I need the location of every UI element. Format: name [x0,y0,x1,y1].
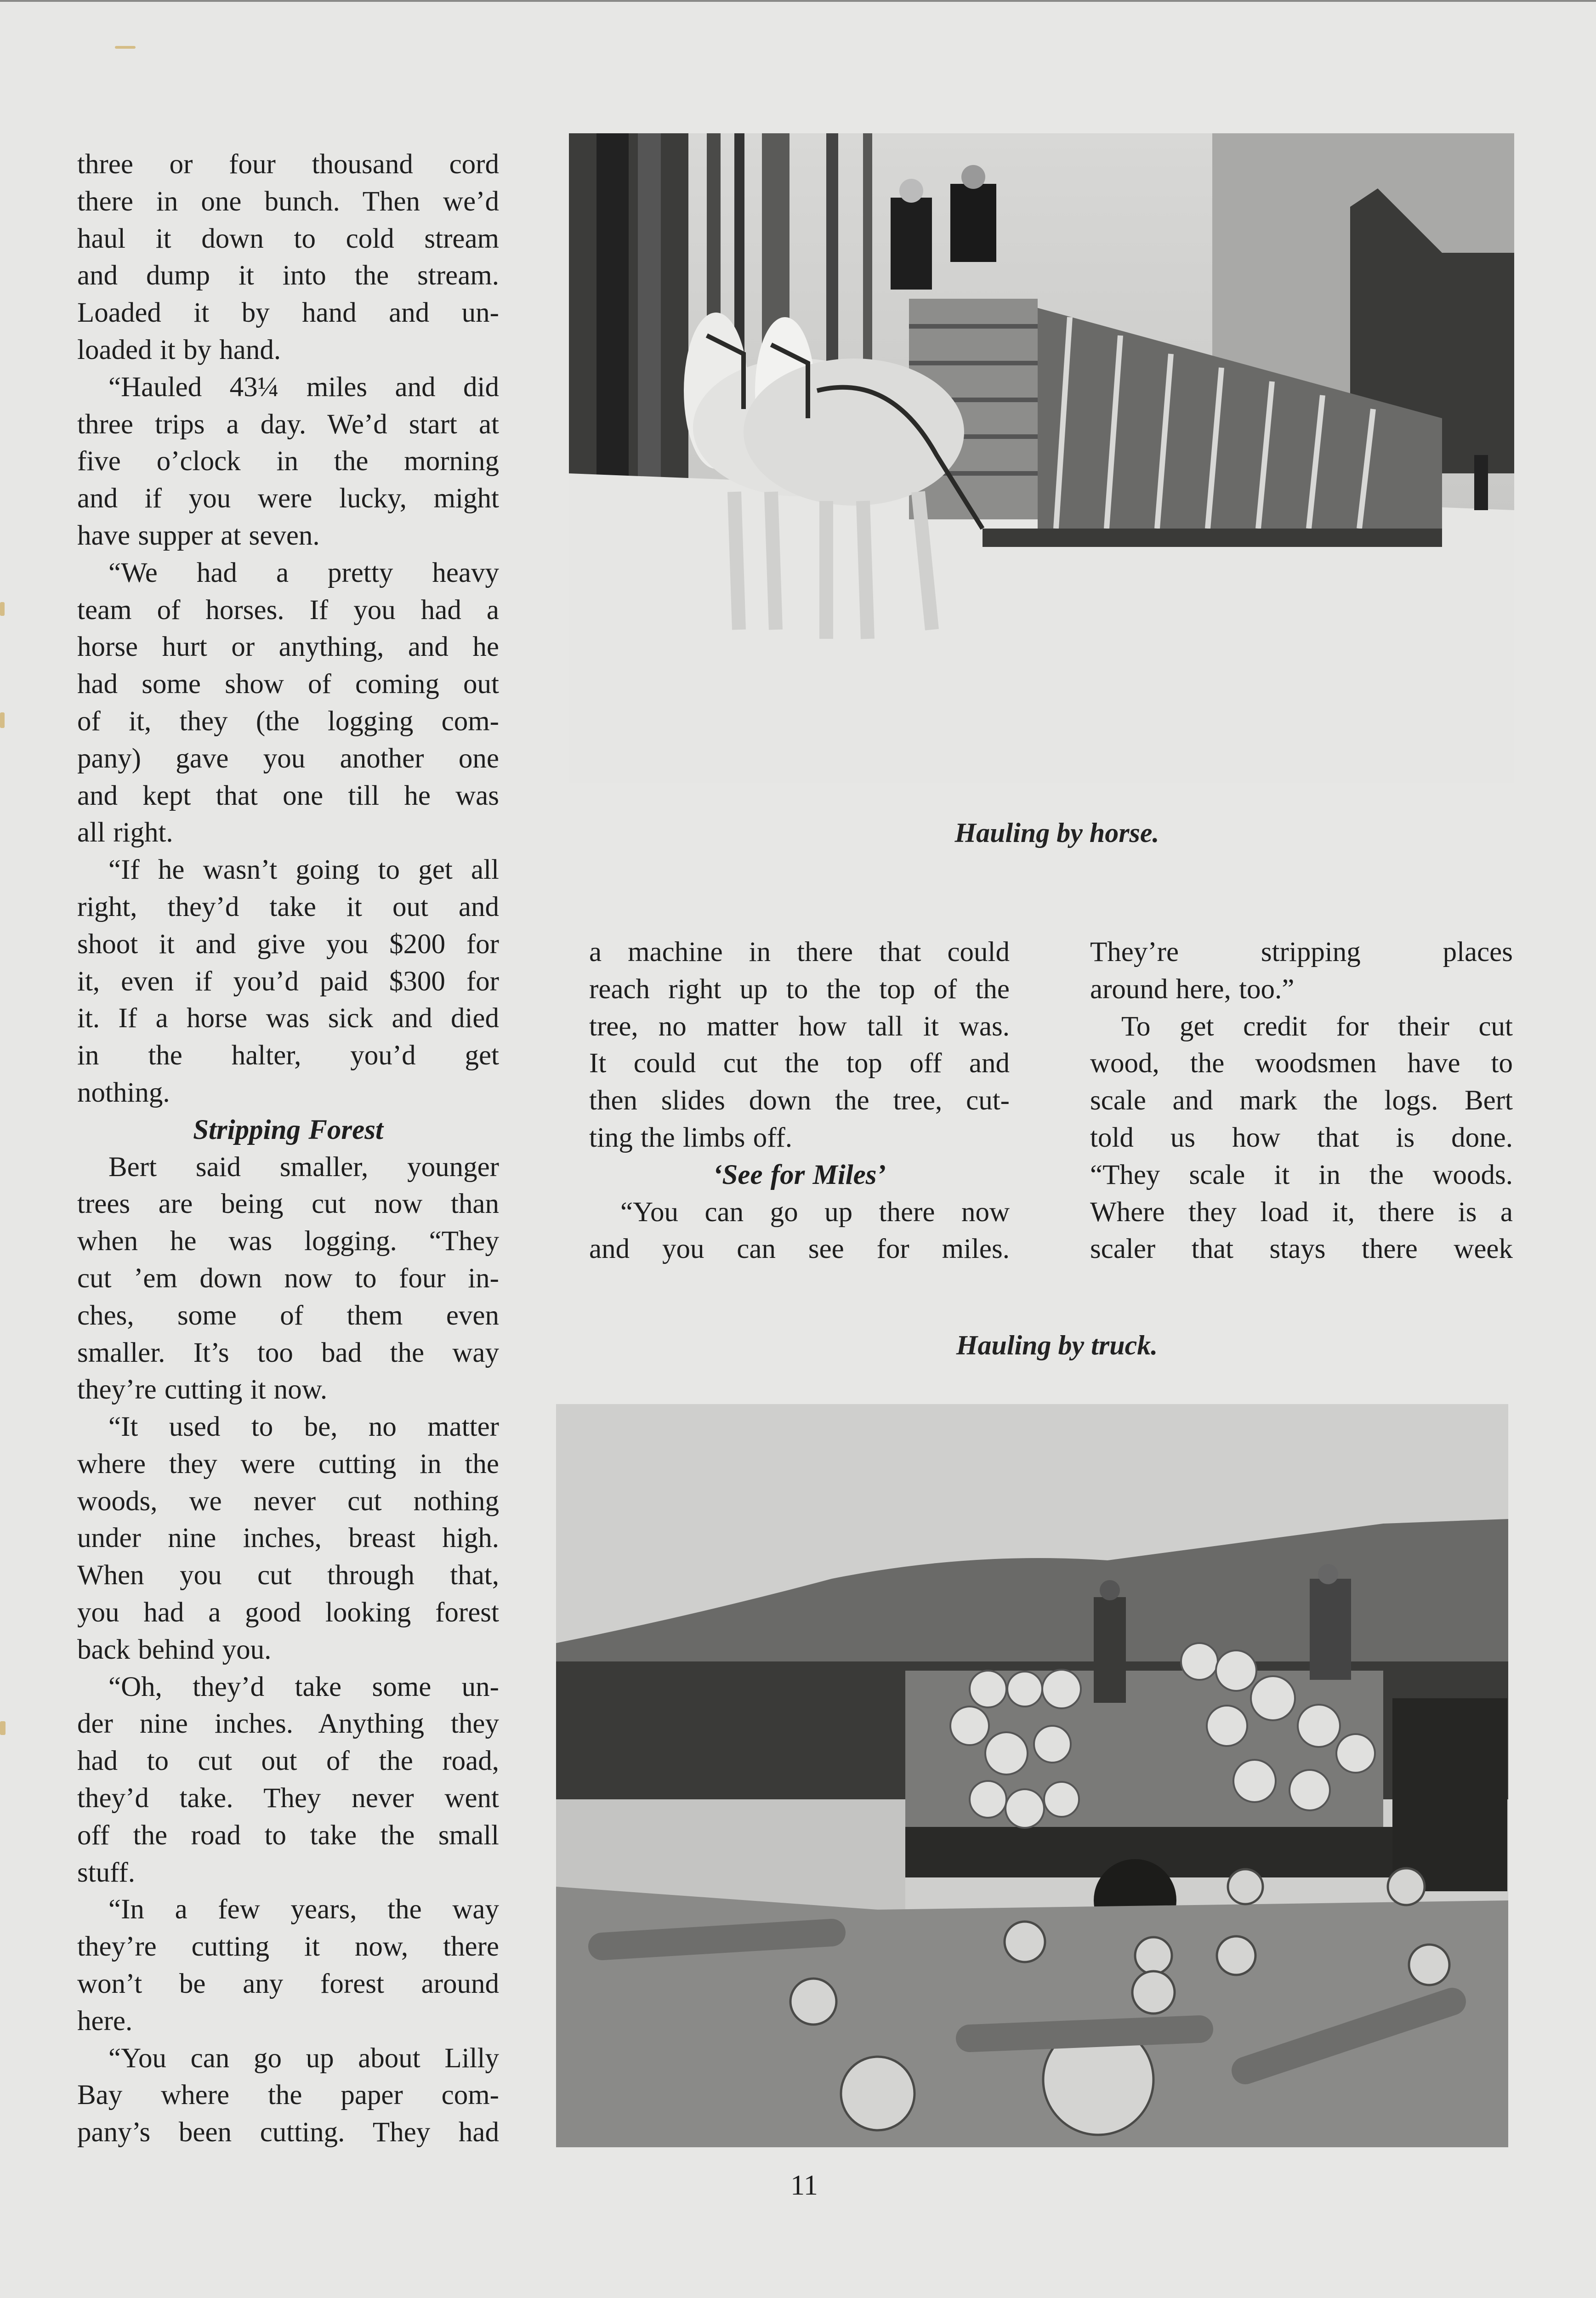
text-line: shoot it and give you $200 for [77,928,499,960]
article-column-left [77,146,499,2151]
text-line: horse hurt or anything, and he [77,631,499,663]
text-line: It could cut the top off and [589,1048,1010,1079]
text-line: pany) gave you another one [77,743,499,774]
text-line: Bay where the paper com- [77,2080,499,2111]
text-line: where they were cutting in the [77,1448,499,1479]
paper-stain [115,46,136,49]
text-line: woods, we never cut nothing [77,1485,499,1517]
text-line: “If he wasn’t going to get all [108,854,499,886]
text-line: in the halter, you’d get [77,1040,499,1071]
text-line: “Hauled 43¼ miles and did [108,371,499,403]
paper-stain [0,1721,6,1735]
text-line: there in one bunch. Then we’d [77,186,499,217]
text-line: “In a few years, the way [108,1894,499,1925]
text-line: Bert said smaller, younger [108,1151,499,1183]
text-line: of it, they (the logging com- [77,705,499,737]
photo-hauling-by-truck [556,1404,1508,2147]
text-line: right, they’d take it out and [77,891,499,922]
horse-sled-photo-illustration [569,133,1514,783]
text-line: To get credit for their cut [1121,1011,1513,1042]
text-line: it. If a horse was sick and died [77,1003,499,1034]
text-line: der nine inches. Anything they [77,1708,499,1740]
paper-stain [0,602,5,616]
page-top-edge [0,0,1596,2]
text-line: when he was logging. “They [77,1226,499,1257]
text-line: all right. [77,817,173,848]
text-line: nothing. [77,1077,170,1108]
article-column-middle [589,934,1010,1268]
text-line: back behind you. [77,1634,272,1665]
text-line: and if you were lucky, might [77,483,499,514]
text-line: “You can go up about Lilly [108,2042,499,2074]
photo-hauling-by-horse [569,133,1514,783]
text-line: they’re cutting it now. [77,1374,328,1405]
photo-caption-horse: Hauling by horse. [954,818,1159,848]
text-line: tree, no matter how tall it was. [589,1011,1010,1042]
text-line: “You can go up there now [620,1196,1010,1228]
article-column-right [1090,934,1513,1268]
text-line: here. [77,2005,133,2036]
text-line: smaller. It’s too bad the way [77,1337,499,1368]
text-line: pany’s been cutting. They had [77,2117,499,2148]
text-line: and you can see for miles. [589,1234,1010,1265]
text-line: Where they load it, there is a [1090,1196,1513,1228]
text-line: Loaded it by hand and un- [77,297,499,329]
text-line: “We had a pretty heavy [108,557,499,588]
text-line: under nine inches, breast high. [77,1523,499,1554]
photo-caption-truck: Hauling by truck. [956,1330,1158,1360]
text-line: wood, the woodsmen have to [1090,1048,1513,1079]
truck-logs-photo-illustration [556,1404,1508,2147]
text-line: “Oh, they’d take some un- [108,1671,499,1702]
text-line: reach right up to the top of the [589,973,1010,1005]
text-line: and kept that one till he was [77,780,499,811]
text-line: scaler that stays there week [1090,1234,1513,1265]
text-line: have supper at seven. [77,520,320,551]
text-line: stuff. [77,1857,135,1888]
text-line: trees are being cut now than [77,1189,499,1220]
text-line: When you cut through that, [77,1560,499,1591]
text-line: won’t be any forest around [77,1968,499,2000]
text-line: around here, too.” [1090,973,1295,1005]
text-line: a machine in there that could [589,937,1010,967]
text-line: ches, some of them even [77,1300,499,1331]
text-line: three trips a day. We’d start at [77,409,499,440]
text-line: they’d take. They never went [77,1783,499,1814]
text-line: then slides down the tree, cut- [589,1085,1010,1116]
text-line: ting the limbs off. [589,1122,793,1153]
text-line: “It used to be, no matter [108,1411,499,1443]
text-line: haul it down to cold stream [77,223,499,254]
page-number: 11 [790,2170,818,2201]
text-line: team of horses. If you had a [77,594,499,626]
text-line: cut ’em down now to four in- [77,1263,499,1294]
text-line: three or four thousand cord [77,149,499,180]
text-line: scale and mark the logs. Bert [1090,1085,1513,1116]
subheading-see-for-miles: ‘See for Miles’ [713,1159,886,1190]
text-line: off the road to take the small [77,1820,499,1851]
text-line: had some show of coming out [77,669,499,700]
text-line: had to cut out of the road, [77,1746,499,1777]
text-line: “They scale it in the woods. [1090,1159,1513,1190]
text-line: you had a good looking forest [77,1597,499,1628]
text-line: loaded it by hand. [77,334,281,365]
text-line: and dump it into the stream. [77,260,499,291]
subheading-stripping-forest: Stripping Forest [193,1114,383,1145]
text-line: They’re stripping places [1090,937,1513,967]
text-line: five o’clock in the morning [77,446,499,477]
text-line: it, even if you’d paid $300 for [77,966,499,997]
text-line: they’re cutting it now, there [77,1931,499,1962]
text-line: told us how that is done. [1090,1122,1513,1153]
paper-stain [0,712,5,728]
